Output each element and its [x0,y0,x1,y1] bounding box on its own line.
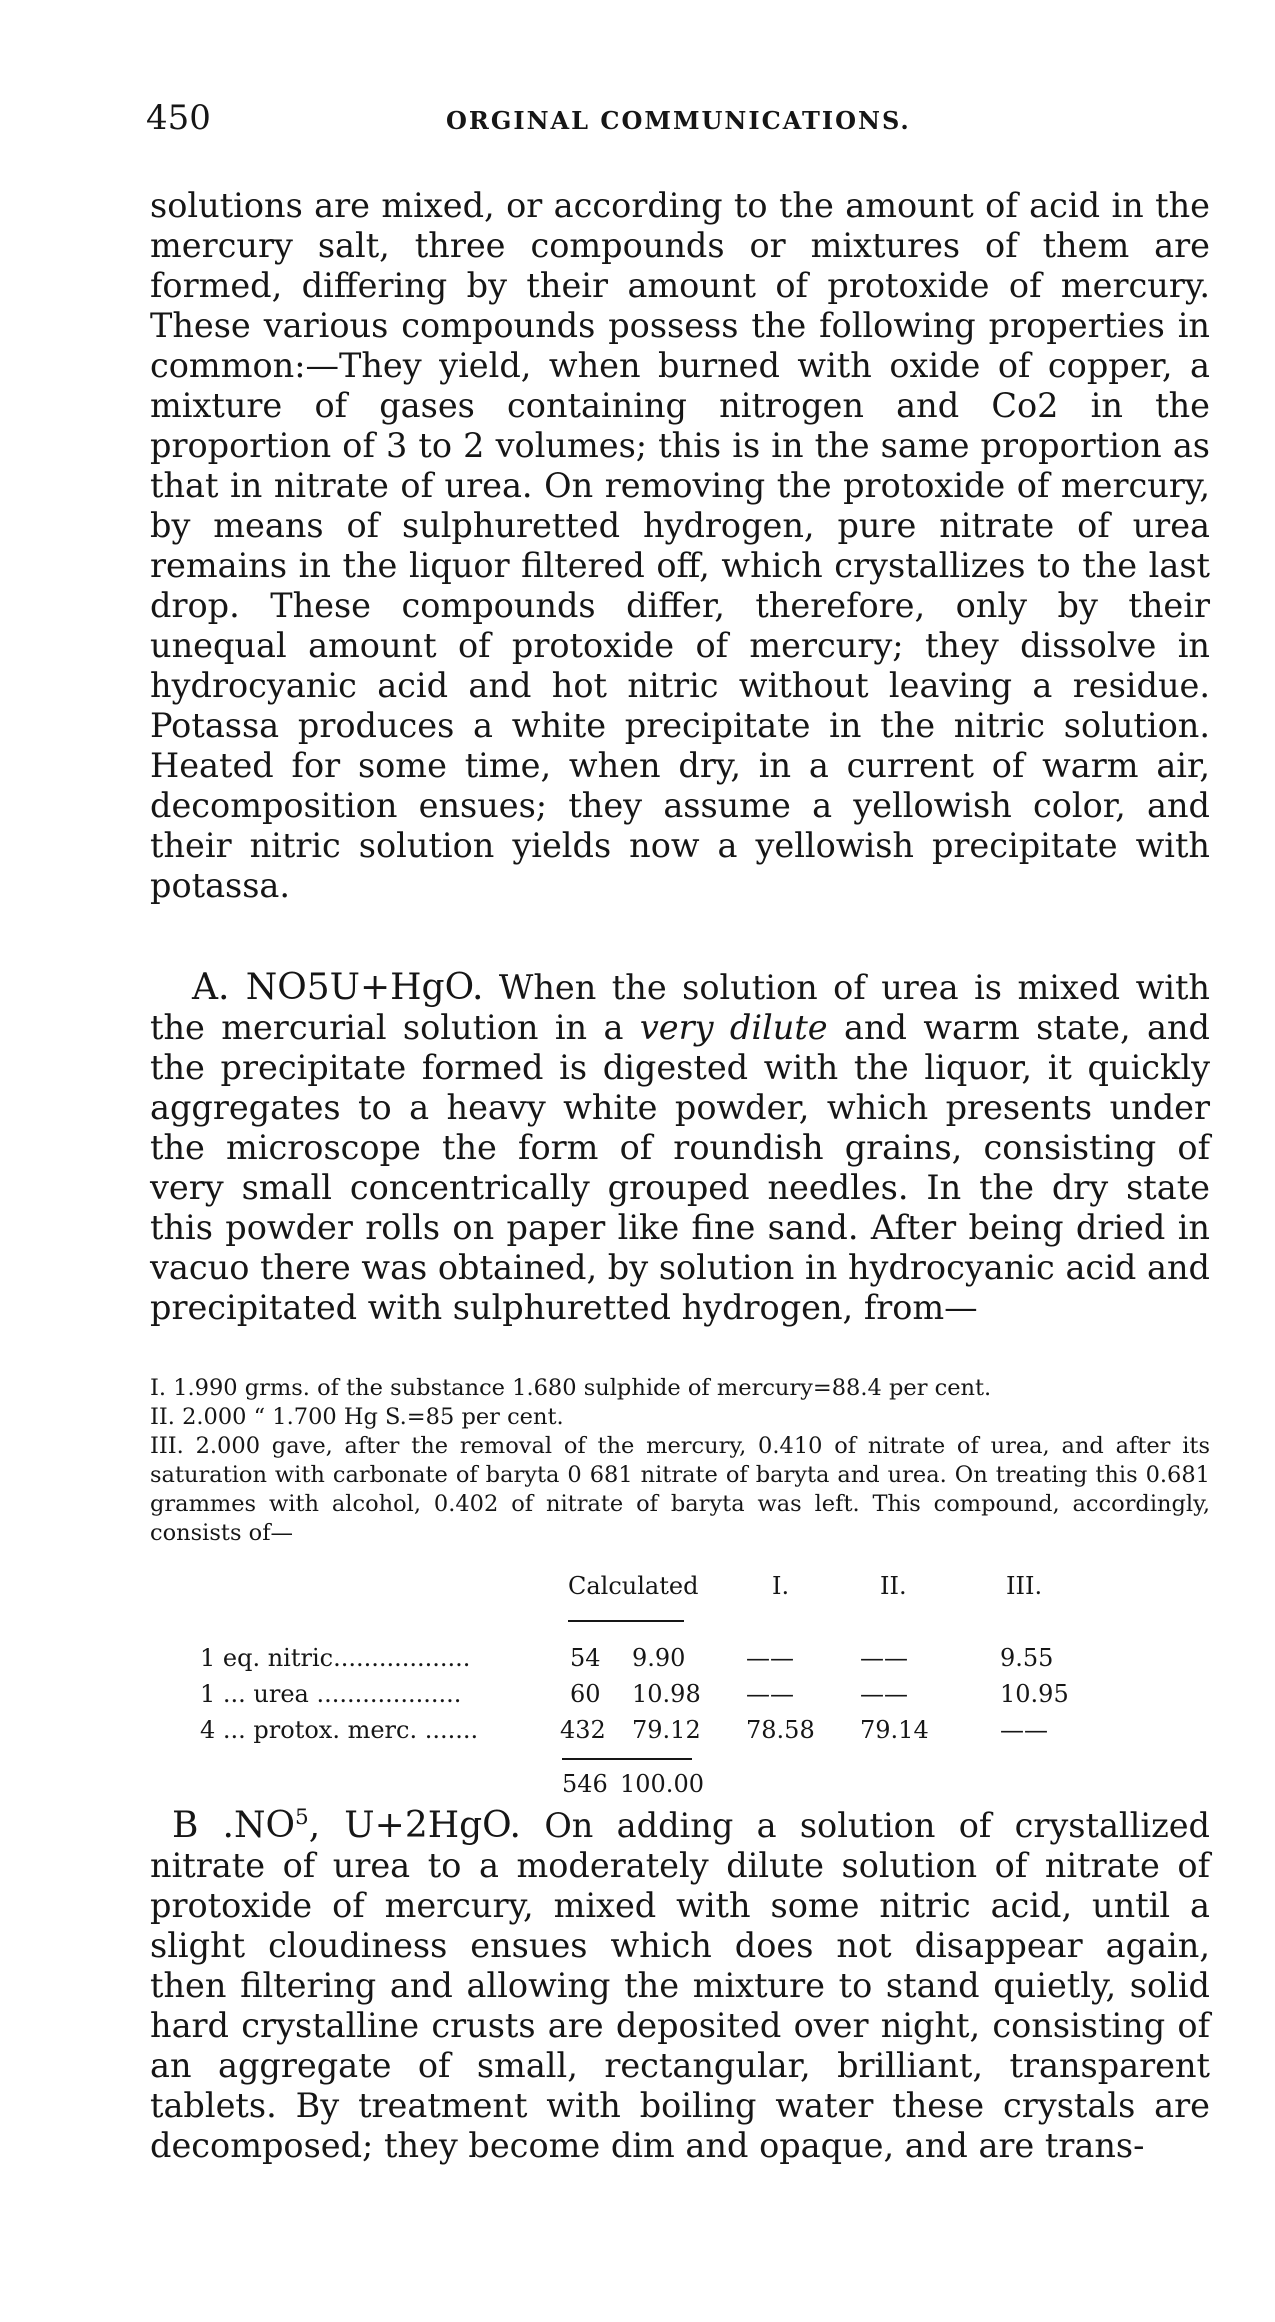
page-number: 450 [146,98,211,138]
total-rule [562,1758,692,1760]
header-col-2: II. [880,1572,907,1600]
paragraph-compound-a [150,968,1210,1328]
row-analysis-1: —— [746,1644,794,1672]
formula-b [172,1805,521,1846]
formula-b-superscript: 5 [295,1805,309,1830]
paragraph-continued: solutions are mixed, or according to the amount of acid in the mercury salt, three compounds or mixtures of them are formed, differing by their amount of protoxide of mercury. These various compounds possess the following properties in common:—They yield, when burned with oxide of copper, a mixture of gases containing nitrogen and Co2 in the proportion of 3 to 2 volumes; this is in the same proportion as that in nitrate of urea. On removing the protoxide of mercury, by means of sulphuretted hydrogen, pure nitrate of urea remains in the liquor filtered off, which crystallizes to the last drop. These compounds differ, therefore, only by their unequal amount of protoxide of mercury; they dissolve in hydrocyanic acid and hot nitric without leaving a residue. Potassa produces a white precipitate in the nitric solution. Heated for some time, when dry, in a current of warm air, decomposition ensues; they assume a yellowish color, and their nitric solution yields now a yellowish precipitate with potassa. [150,186,1210,905]
total-percent: 100.00 [620,1770,704,1798]
note-line-2: II. 2.000 “ 1.700 Hg S.=85 per cent. [150,1404,564,1430]
row-percent: 10.98 [632,1680,701,1708]
row-analysis-3: 9.55 [1000,1644,1054,1672]
paragraph-compound-b [150,1806,1210,2166]
row-analysis-2: 79.14 [860,1716,929,1744]
paragraph-b-text: On adding a solution of crystallized nitrate of urea to a moderately dilute solution of nitrate of protoxide of mercury, mixed with some nitric acid, until a slight cloudiness ensues which does not disappear again, then filtering and allowing the mixture to stand quietly, solid hard crystalline crusts are deposited over night, consisting of an aggregate of small, rectangular, brilliant, transparent tablets. By treatment with boiling water these crystals are decomposed; they become dim and opaque, and are trans- [150,1806,1210,2165]
formula-a: A. NO5U+HgO. [192,967,484,1008]
row-analysis-1: —— [746,1680,794,1708]
header-rule [568,1620,684,1622]
header-calculated: Calculated [568,1572,699,1600]
row-label: 4 ... protox. merc. ....... [200,1716,479,1744]
row-analysis-3: 10.95 [1000,1680,1069,1708]
row-analysis-3: —— [1000,1716,1048,1744]
row-label: 1 eq. nitric.................. [200,1644,471,1672]
total-equivalent: 546 [562,1770,608,1798]
row-equivalent: 60 [570,1680,601,1708]
header-col-3: III. [1006,1572,1043,1600]
formula-b-part-1: B .NO [172,1805,296,1846]
paragraph-a-text-2: and warm state, and the precipitate formed is digested with the liquor, it quickly aggregates to a heavy white powder, which presents under the microscope the form of roundish grains, consisting of very small concentrically grouped needles. In the dry state this powder rolls on paper like fine sand. After being dried in vacuo there was obtained, by solution in hydrocyanic acid and precipitated with sulphuretted hydrogen, from— [150,1008,1210,1327]
row-analysis-2: —— [860,1644,908,1672]
note-line-1: I. 1.990 grms. of the substance 1.680 sulphide of mercury=88.4 per cent. [150,1375,992,1401]
paragraph-a-text-1: When the solution of urea is mixed with the mercurial solution in a [150,968,1211,1047]
row-equivalent: 432 [560,1716,606,1744]
row-label: 1 ... urea ................... [200,1680,462,1708]
formula-b-part-2: , U+2HgO. [308,1805,522,1846]
row-analysis-1: 78.58 [746,1716,815,1744]
paragraph-a-italic: very dilute [639,1008,828,1047]
row-equivalent: 54 [570,1644,601,1672]
row-percent: 9.90 [632,1644,686,1672]
running-title: ORGINAL COMMUNICATIONS. [446,106,911,135]
note-line-3: III. 2.000 gave, after the removal of the mercury, 0.410 of nitrate of urea, and after its saturation with carbonate of baryta 0 681 nitrate of baryta and urea. On treating this 0.681 grammes with alcohol, 0.402 of nitrate of baryta was left. This compound, accordingly, consists of— [150,1433,1210,1546]
analysis-notes [150,1374,1210,1548]
row-percent: 79.12 [632,1716,701,1744]
row-analysis-2: —— [860,1680,908,1708]
composition-table [200,1572,1180,1802]
page-header [146,98,1126,144]
header-col-1: I. [772,1572,790,1600]
